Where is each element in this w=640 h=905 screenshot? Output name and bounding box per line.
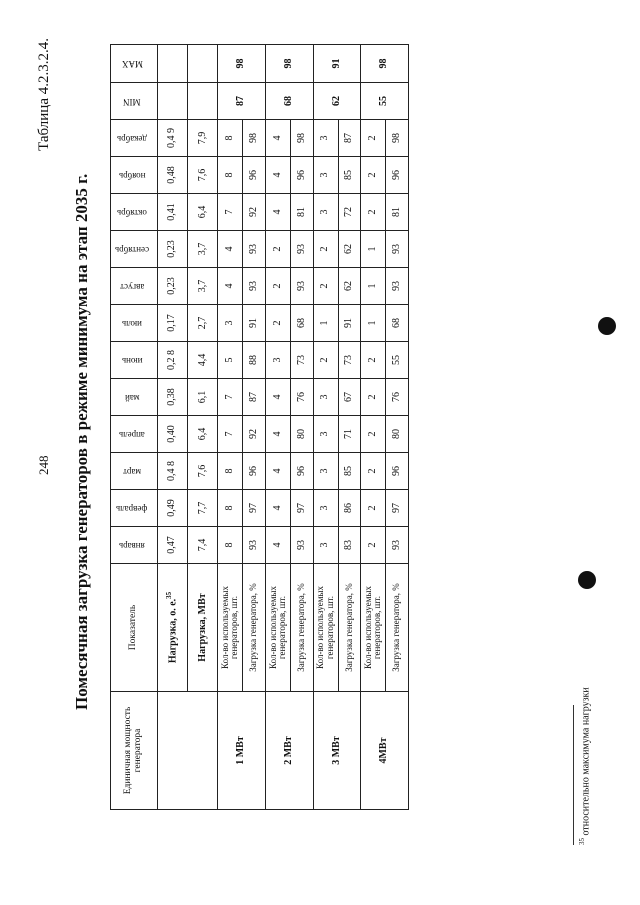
value-cell: 98 xyxy=(291,120,314,157)
value-cell: 4 xyxy=(266,490,291,527)
value-cell: 4 xyxy=(266,453,291,490)
header-month: июль xyxy=(111,305,158,342)
value-cell: 7,7 xyxy=(188,490,218,527)
value-cell: 0,41 xyxy=(158,194,188,231)
table-row xyxy=(313,45,338,810)
value-cell: 3,7 xyxy=(188,268,218,305)
value-cell: 3 xyxy=(266,342,291,379)
header-unit: Единичная мощность генератора xyxy=(111,692,158,810)
header-month: июнь xyxy=(111,342,158,379)
value-cell: 3,7 xyxy=(188,231,218,268)
value-cell: 98 xyxy=(243,120,266,157)
value-cell: 88 xyxy=(243,342,266,379)
value-cell: 93 xyxy=(243,268,266,305)
footnote-text: относительно максимума нагрузки xyxy=(580,687,592,836)
value-cell: 6,4 xyxy=(188,416,218,453)
value-cell: 96 xyxy=(291,157,314,194)
value-cell: 97 xyxy=(291,490,314,527)
unit-cell: 3 МВт xyxy=(313,692,361,810)
max-cell: 91 xyxy=(313,45,361,83)
value-cell: 72 xyxy=(338,194,361,231)
value-cell: 93 xyxy=(291,527,314,564)
value-cell: 3 xyxy=(313,157,338,194)
value-cell: 0,40 xyxy=(158,416,188,453)
value-cell: 3 xyxy=(218,305,243,342)
indicator-cell: Загрузка генератора, % xyxy=(291,564,314,692)
value-cell: 2 xyxy=(361,157,386,194)
value-cell: 3 xyxy=(313,527,338,564)
value-cell: 2 xyxy=(361,453,386,490)
value-cell: 96 xyxy=(386,157,409,194)
indicator-cell: Кол-во используемых генераторов, шт. xyxy=(266,564,291,692)
header-indicator: Показатель xyxy=(111,564,158,692)
value-cell: 87 xyxy=(338,120,361,157)
max-cell: 98 xyxy=(266,45,314,83)
value-cell: 8 xyxy=(218,527,243,564)
value-cell: 2 xyxy=(266,268,291,305)
value-cell: 2 xyxy=(361,490,386,527)
value-cell: 7,6 xyxy=(188,157,218,194)
max-cell: 98 xyxy=(218,45,266,83)
value-cell: 0,48 xyxy=(158,157,188,194)
value-cell: 2 xyxy=(361,416,386,453)
indicator-cell: Загрузка генератора, % xyxy=(338,564,361,692)
header-month: октябрь xyxy=(111,194,158,231)
punch-hole-left xyxy=(578,571,596,589)
value-cell: 5 xyxy=(218,342,243,379)
value-cell: 3 xyxy=(313,194,338,231)
max-cell xyxy=(188,45,218,83)
value-cell: 4 xyxy=(266,527,291,564)
value-cell: 0,23 xyxy=(158,231,188,268)
value-cell: 8 xyxy=(218,453,243,490)
value-cell: 80 xyxy=(386,416,409,453)
value-cell: 0,4 9 xyxy=(158,120,188,157)
min-cell xyxy=(188,83,218,120)
value-cell: 8 xyxy=(218,157,243,194)
value-cell: 92 xyxy=(243,416,266,453)
value-cell: 93 xyxy=(243,231,266,268)
table-row xyxy=(361,45,386,810)
unit-cell-empty xyxy=(158,692,218,810)
value-cell: 2 xyxy=(266,231,291,268)
page-title: Помесячная загрузка генераторов в режиме минимума на этап 2035 г. xyxy=(72,173,91,710)
min-cell: 87 xyxy=(218,83,266,120)
table-header-row xyxy=(111,45,158,810)
value-cell: 7 xyxy=(218,194,243,231)
value-cell: 81 xyxy=(291,194,314,231)
value-cell: 0,38 xyxy=(158,379,188,416)
value-cell: 4 xyxy=(218,268,243,305)
value-cell: 4 xyxy=(266,416,291,453)
unit-cell: 1 МВт xyxy=(218,692,266,810)
value-cell: 1 xyxy=(361,305,386,342)
value-cell: 91 xyxy=(243,305,266,342)
value-cell: 68 xyxy=(291,305,314,342)
unit-cell: 4МВт xyxy=(361,692,409,810)
table-row xyxy=(218,45,243,810)
value-cell: 98 xyxy=(386,120,409,157)
value-cell: 97 xyxy=(243,490,266,527)
value-cell: 1 xyxy=(361,231,386,268)
value-cell: 2 xyxy=(361,379,386,416)
value-cell: 0,49 xyxy=(158,490,188,527)
value-cell: 7 xyxy=(218,379,243,416)
punch-hole-right xyxy=(598,317,616,335)
indicator-cell: Нагрузка, о. е.$^{35}$ xyxy=(158,564,188,692)
value-cell: 2 xyxy=(361,527,386,564)
min-cell xyxy=(158,83,188,120)
indicator-cell: Кол-во используемых генераторов, шт. xyxy=(361,564,386,692)
value-cell: 73 xyxy=(291,342,314,379)
footnote xyxy=(578,687,591,845)
header-month: февраль xyxy=(111,490,158,527)
value-cell: 91 xyxy=(338,305,361,342)
value-cell: 4 xyxy=(218,231,243,268)
table-caption: Таблица 4.2.3.2.4. xyxy=(36,38,52,151)
value-cell: 86 xyxy=(338,490,361,527)
value-cell: 80 xyxy=(291,416,314,453)
value-cell: 62 xyxy=(338,231,361,268)
header-month: ноябрь xyxy=(111,157,158,194)
value-cell: 2 xyxy=(361,120,386,157)
value-cell: 2 xyxy=(266,305,291,342)
value-cell: 3 xyxy=(313,416,338,453)
value-cell: 7,6 xyxy=(188,453,218,490)
value-cell: 2,7 xyxy=(188,305,218,342)
unit-cell: 2 МВт xyxy=(266,692,314,810)
header-month: май xyxy=(111,379,158,416)
value-cell: 4,4 xyxy=(188,342,218,379)
indicator-cell: Кол-во используемых генераторов, шт. xyxy=(313,564,338,692)
value-cell: 4 xyxy=(266,379,291,416)
value-cell: 2 xyxy=(313,231,338,268)
value-cell: 76 xyxy=(291,379,314,416)
value-cell: 0,4 8 xyxy=(158,453,188,490)
indicator-cell: Загрузка генератора, % xyxy=(386,564,409,692)
value-cell: 85 xyxy=(338,157,361,194)
value-cell: 96 xyxy=(243,157,266,194)
value-cell: 68 xyxy=(386,305,409,342)
value-cell: 93 xyxy=(291,231,314,268)
value-cell: 2 xyxy=(361,342,386,379)
value-cell: 83 xyxy=(338,527,361,564)
indicator-cell: Кол-во используемых генераторов, шт. xyxy=(218,564,243,692)
table-row xyxy=(158,45,188,810)
header-month: январь xyxy=(111,527,158,564)
value-cell: 96 xyxy=(291,453,314,490)
value-cell: 87 xyxy=(243,379,266,416)
value-cell: 0,47 xyxy=(158,527,188,564)
value-cell: 7,9 xyxy=(188,120,218,157)
min-cell: 62 xyxy=(313,83,361,120)
max-cell: 98 xyxy=(361,45,409,83)
value-cell: 8 xyxy=(218,490,243,527)
footnote-ref: 35 xyxy=(165,591,174,599)
footnote-ref: 35 xyxy=(578,838,586,845)
value-cell: 67 xyxy=(338,379,361,416)
value-cell: 62 xyxy=(338,268,361,305)
value-cell: 76 xyxy=(386,379,409,416)
value-cell: 96 xyxy=(243,453,266,490)
value-cell: 1 xyxy=(361,268,386,305)
value-cell: 3 xyxy=(313,120,338,157)
value-cell: 93 xyxy=(386,268,409,305)
value-cell: 2 xyxy=(313,268,338,305)
table-row xyxy=(266,45,291,810)
value-cell: 55 xyxy=(386,342,409,379)
value-cell: 85 xyxy=(338,453,361,490)
header-month: сентябрь xyxy=(111,231,158,268)
value-cell: 0,23 xyxy=(158,268,188,305)
value-cell: 1 xyxy=(313,305,338,342)
indicator-cell: Нагрузка, МВт xyxy=(188,564,218,692)
value-cell: 92 xyxy=(243,194,266,231)
value-cell: 93 xyxy=(386,231,409,268)
page-number: 248 xyxy=(36,455,51,475)
value-cell: 4 xyxy=(266,120,291,157)
header-max: MAX xyxy=(111,45,158,83)
value-cell: 96 xyxy=(386,453,409,490)
value-cell: 0,2 8 xyxy=(158,342,188,379)
value-cell: 93 xyxy=(243,527,266,564)
value-cell: 3 xyxy=(313,379,338,416)
value-cell: 71 xyxy=(338,416,361,453)
value-cell: 2 xyxy=(361,194,386,231)
value-cell: 6,1 xyxy=(188,379,218,416)
value-cell: 97 xyxy=(386,490,409,527)
value-cell: 7,4 xyxy=(188,527,218,564)
value-cell: 81 xyxy=(386,194,409,231)
header-month: март xyxy=(111,453,158,490)
header-month: август xyxy=(111,268,158,305)
indicator-cell: Загрузка генератора, % xyxy=(243,564,266,692)
min-cell: 68 xyxy=(266,83,314,120)
header-month: апрель xyxy=(111,416,158,453)
value-cell: 93 xyxy=(291,268,314,305)
value-cell: 8 xyxy=(218,120,243,157)
value-cell: 4 xyxy=(266,194,291,231)
footnote-divider xyxy=(573,705,574,845)
value-cell: 4 xyxy=(266,157,291,194)
generator-load-table xyxy=(110,44,409,810)
header-month: декабрь xyxy=(111,120,158,157)
header-min: MIN xyxy=(111,83,158,120)
value-cell: 3 xyxy=(313,490,338,527)
value-cell: 0,17 xyxy=(158,305,188,342)
value-cell: 3 xyxy=(313,453,338,490)
value-cell: 6,4 xyxy=(188,194,218,231)
max-cell xyxy=(158,45,188,83)
value-cell: 7 xyxy=(218,416,243,453)
value-cell: 73 xyxy=(338,342,361,379)
value-cell: 2 xyxy=(313,342,338,379)
value-cell: 93 xyxy=(386,527,409,564)
min-cell: 55 xyxy=(361,83,409,120)
